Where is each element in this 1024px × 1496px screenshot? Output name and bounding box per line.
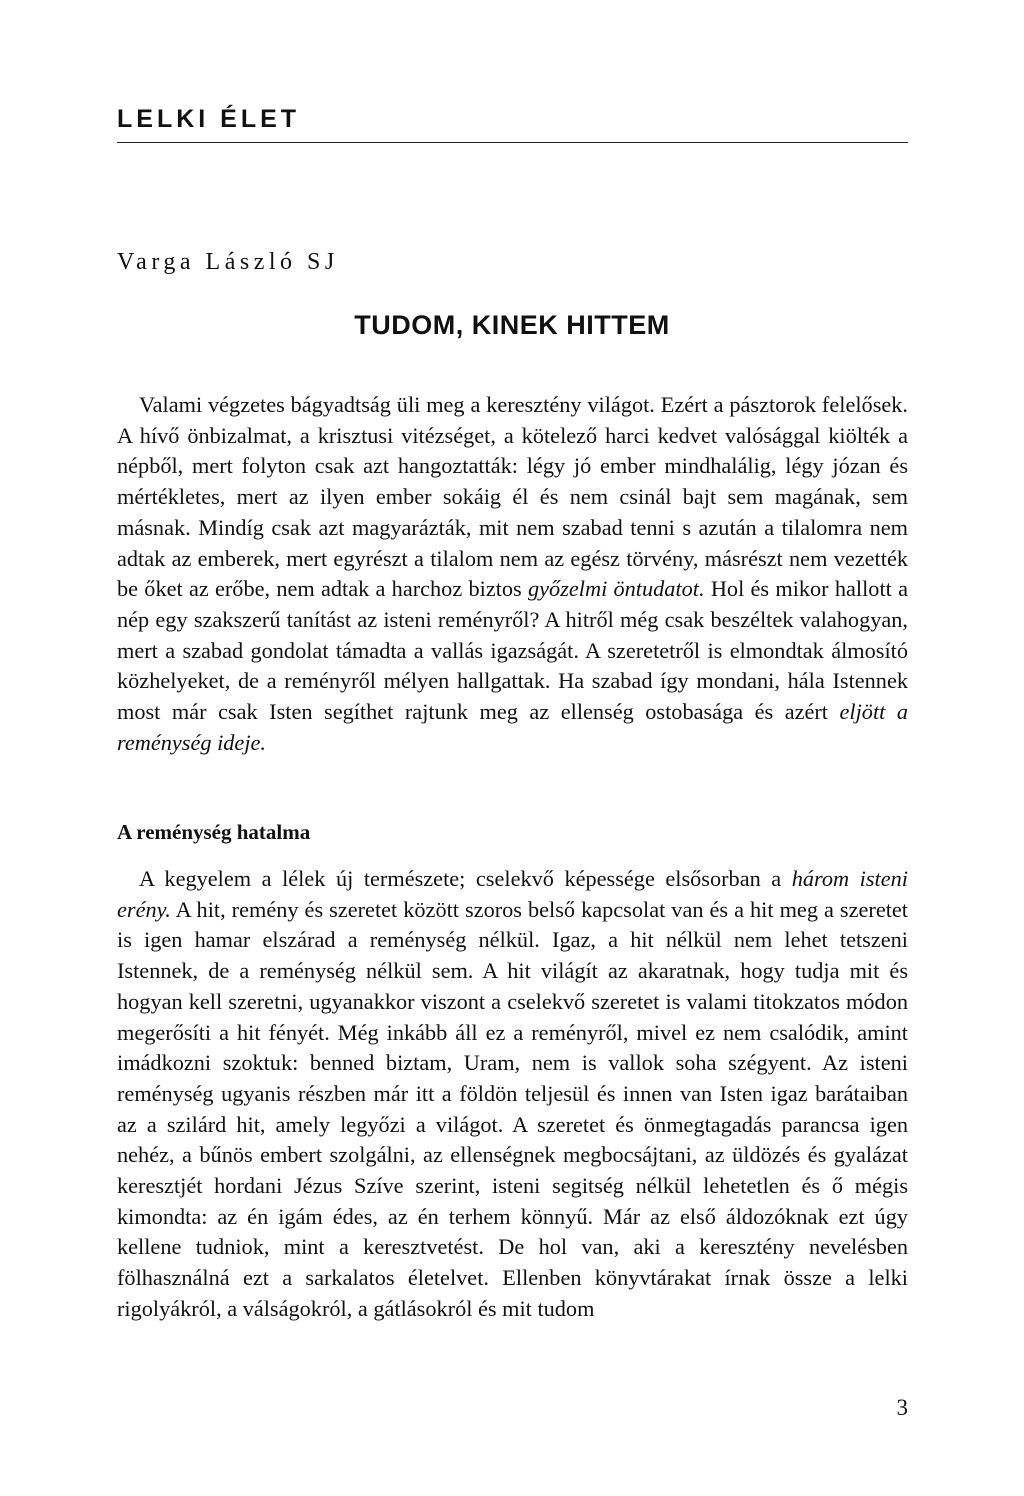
italic-phrase: győzelmi öntudatot.	[528, 576, 705, 602]
paragraph-hope	[117, 864, 908, 1325]
author-name: Varga László SJ	[117, 249, 339, 275]
paragraph-run: Hol és mikor hallott a nép egy szakszerű tanítást az isteni reményről? A hitről még csak beszéltek valahogyan, mert a szabad gondolat támadta a vallás igazságát. A szeretetről is elmondtak álmosító közhelyeket, de a reményről mélyen hallgattak. Ha szabad így mondani, hála Istennek most már csak Isten segíthet rajtunk meg az ellenség ostobasága és azért	[117, 576, 908, 725]
section-subheading: A reménység hatalma	[117, 820, 311, 844]
section-header: LELKI ÉLET	[117, 105, 301, 133]
paragraph-intro	[117, 390, 908, 758]
paragraph-run: A hit, remény és szeretet között szoros belső kapcsolat van és a hit meg a szeretet is igen hamar elszárad a reménység nélkül. Igaz, a hit nélkül nem lehet tetszeni Istennek, de a reménység nélkül sem. A hit világít az akaratnak, hogy tudja mit és hogyan kell szeretni, ugyanakkor viszont a cselekvő szeretet is valami titokzatos módon megerősíti a hit fényét. Még inkább áll ez a reményről, mivel ez nem csalódik, amint imádkozni szoktuk: benned biztam, Uram, nem is vallok soha szégyent. Az isteni reménység ugyanis részben már itt a földön teljesül és innen van Isten igaz barátaiban az a szilárd hit, amely legyőzi a világot. A szeretet és önmegtagadás parancsa igen nehéz, a bűnös embert szolgálni, az ellenségnek megbocsájtani, az üldözés és gyalázat keresztjét hordani Jézus Szíve szerint, isteni segitség nélkül lehetetlen és ő mégis kimondta: az én igám édes, az én terhem könnyű. Már az első áldozóknak ezt úgy kellene tudniok, mint a keresztvetést. De hol van, aki a keresztény nevelésben fölhasználná ezt a sarkalatos életelvet. Ellenben könyvtárakat írnak össze a lelki rigolyákról, a válságokról, a gátlásokról és mit tudom	[117, 896, 908, 1321]
page-number: 3	[896, 1395, 908, 1420]
article-title: TUDOM, KINEK HITTEM	[354, 310, 670, 340]
header-rule	[117, 142, 908, 143]
paragraph-run: Valami végzetes bágyadtság üli meg a keresztény világot. Ezért a pásztorok felelősek. A hívő önbizalmat, a krisztusi vitézséget, a kötelező harci kedvet valósággal kiölték a népből, mert folyton csak azt hangoztatták: légy jó ember mindhalálig, légy józan és mértékletes, mert az ilyen ember sokáig él és nem csinál bajt sem magának, sem másnak. Mindíg csak azt magyarázták, mit nem szabad tenni s azután a tilalomra nem adtak az emberek, mert egyrészt a tilalom nem az egész törvény, másrészt nem vezették be őket az erőbe, nem adtak a harchoz biztos	[117, 392, 908, 602]
italic-phrase: eljött a reménység ideje.	[117, 699, 908, 755]
italic-phrase: három isteni erény.	[117, 866, 908, 922]
paragraph-run: A kegyelem a lélek új természete; cselekvő képessége elsősorban a	[139, 866, 792, 891]
